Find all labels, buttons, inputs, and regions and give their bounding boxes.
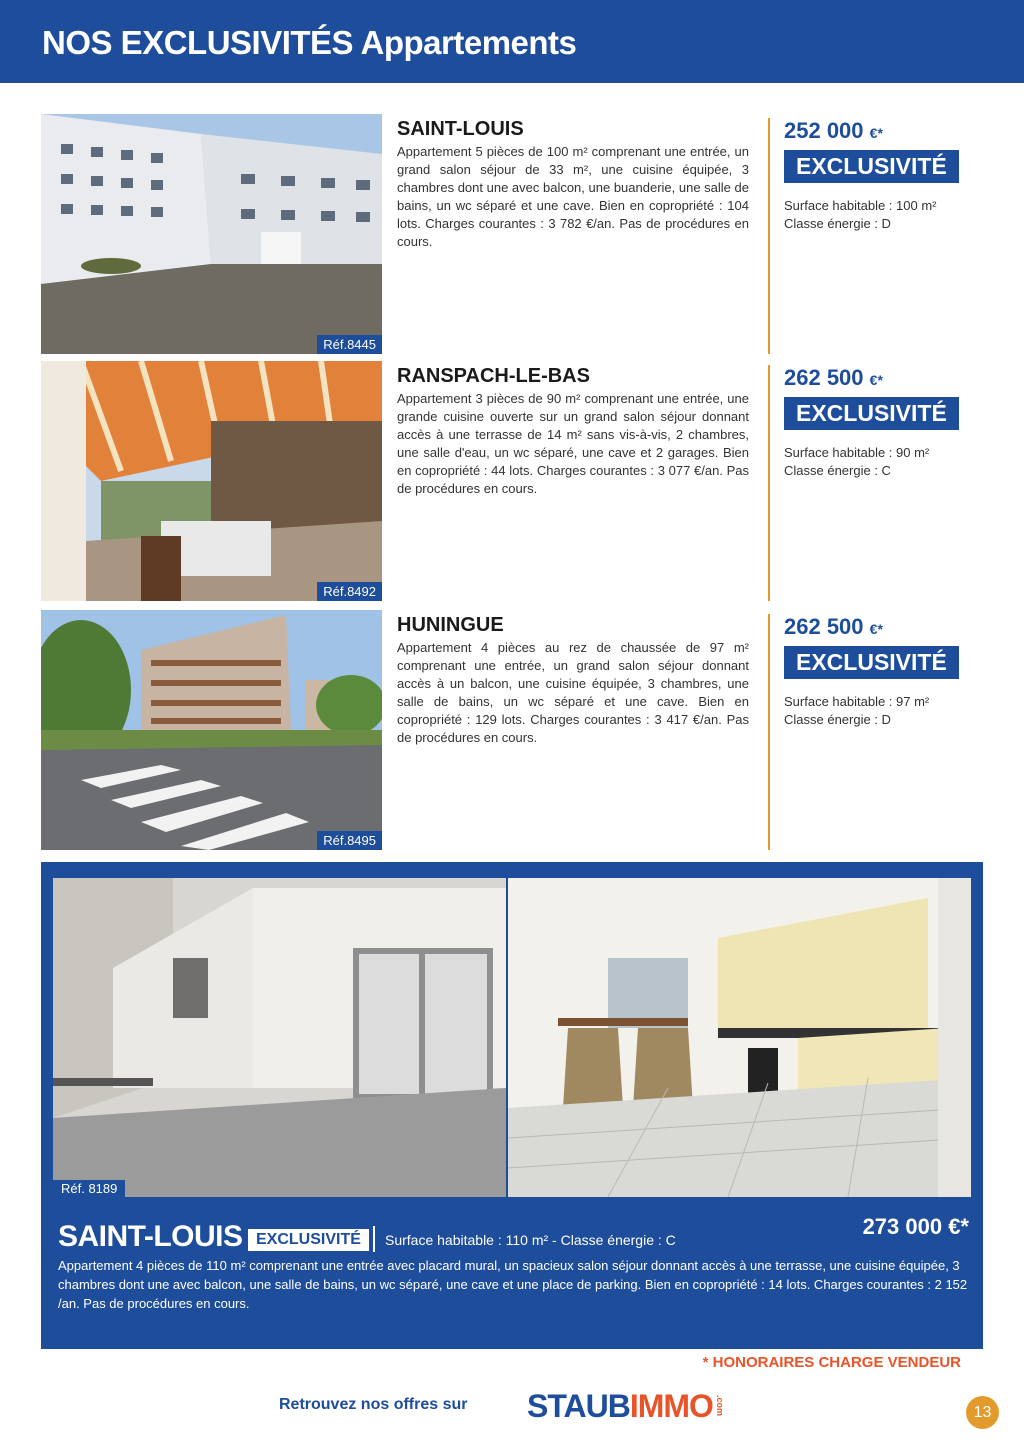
staubimmo-logo[interactable]: STAUB IMMO .com <box>527 1387 725 1424</box>
listing-facts <box>784 197 961 233</box>
listing-city: HUNINGUE <box>397 614 504 636</box>
listing-description: Appartement 3 pièces de 90 m² comprenant une entrée, une grande cuisine ouverte sur un grand salon séjour donnant accès à une terrasse de 14 m² sans vis-à-vis, 2 chambres, une salle d'eau, un wc séparé, une cave et 2 garages. Bien en copropriété : 44 lots. Charges courantes : 3 077 €/an. Pas de procédures en cours. <box>397 391 749 496</box>
listing-price: 252 000 €* <box>784 118 883 143</box>
listing-ref: Réf.8445 <box>317 335 382 354</box>
energy-class: Classe énergie : C <box>784 463 891 478</box>
featured-listing[interactable] <box>41 862 983 1349</box>
listing-card[interactable] <box>41 610 961 850</box>
surface: Surface habitable : 97 m² <box>784 694 930 709</box>
exclusivity-badge: EXCLUSIVITÉ <box>784 150 959 183</box>
listing-summary <box>768 614 961 850</box>
fee-note: * HONORAIRES CHARGE VENDEUR <box>702 1354 961 1371</box>
offers-text: Retrouvez nos offres sur <box>279 1396 468 1413</box>
listing-city: SAINT-LOUIS <box>397 118 524 140</box>
page-title: NOS EXCLUSIVITÉS Appartements <box>42 24 577 61</box>
listing-info <box>397 614 749 747</box>
listing-info <box>397 118 749 251</box>
featured-photo-kitchen[interactable] <box>508 878 971 1197</box>
featured-price: 273 000 €* <box>862 1214 969 1239</box>
featured-photo-terrace[interactable] <box>53 878 506 1197</box>
listing-photo[interactable] <box>41 114 382 354</box>
listing-summary <box>768 118 961 354</box>
exclusivity-badge: EXCLUSIVITÉ <box>784 646 959 679</box>
exclusivity-badge: EXCLUSIVITÉ <box>248 1229 369 1251</box>
listing-summary <box>768 365 961 601</box>
listing-city: RANSPACH-LE-BAS <box>397 365 590 387</box>
listing-description: Appartement 4 pièces au rez de chaussée de 97 m² comprenant une entrée, un grand salon séjour donnant accès à un balcon, une cuisine équipée, 3 chambres, une salle de bains, un wc séparé et une cave. Bien en copropriété : 129 lots. Charges courantes : 3 417 €/an. Pas de procédures en cours. <box>397 640 749 745</box>
featured-ref: Réf. 8189 <box>53 1180 125 1197</box>
featured-facts: Surface habitable : 110 m² - Classe énergie : C <box>385 1232 676 1248</box>
listing-card[interactable] <box>41 361 961 601</box>
surface: Surface habitable : 100 m² <box>784 198 937 213</box>
listing-info <box>397 365 749 498</box>
featured-city: SAINT-LOUIS <box>58 1220 243 1253</box>
exclusivity-badge: EXCLUSIVITÉ <box>784 397 959 430</box>
listing-description: Appartement 5 pièces de 100 m² comprenant une entrée, un grand salon séjour de 33 m², une cuisine équipée, 3 chambres dont une avec balcon, une buanderie, une salle de bains, un wc séparé et une cave. Bien en copropriété : 104 lots. Charges courantes : 3 782 €/an. Pas de procédures en cours. <box>397 144 749 249</box>
energy-class: Classe énergie : D <box>784 216 891 231</box>
energy-class: Classe énergie : D <box>784 712 891 727</box>
listing-price: 262 500 €* <box>784 365 883 390</box>
listing-price: 262 500 €* <box>784 614 883 639</box>
surface: Surface habitable : 90 m² <box>784 445 930 460</box>
listing-ref: Réf.8495 <box>317 831 382 850</box>
listing-photo[interactable] <box>41 610 382 850</box>
featured-description: Appartement 4 pièces de 110 m² comprenant une entrée avec placard mural, un spacieux salon séjour donnant accès à une terrasse, une cuisine équipée, 3 chambres dont une avec balcon, une salle de bains, un wc séparé, une cave et une place de parking. Bien en copropriété : 14 lots. Charges courantes : 2 152 /an. Pas de procédures en cours. <box>58 1258 968 1311</box>
listing-facts <box>784 693 961 729</box>
listing-ref: Réf.8492 <box>317 582 382 601</box>
listing-facts <box>784 444 961 480</box>
page-header <box>0 0 1024 83</box>
listing-card[interactable] <box>41 114 961 354</box>
page-number: 13 <box>966 1396 999 1429</box>
listing-photo[interactable] <box>41 361 382 601</box>
divider <box>373 1226 375 1252</box>
